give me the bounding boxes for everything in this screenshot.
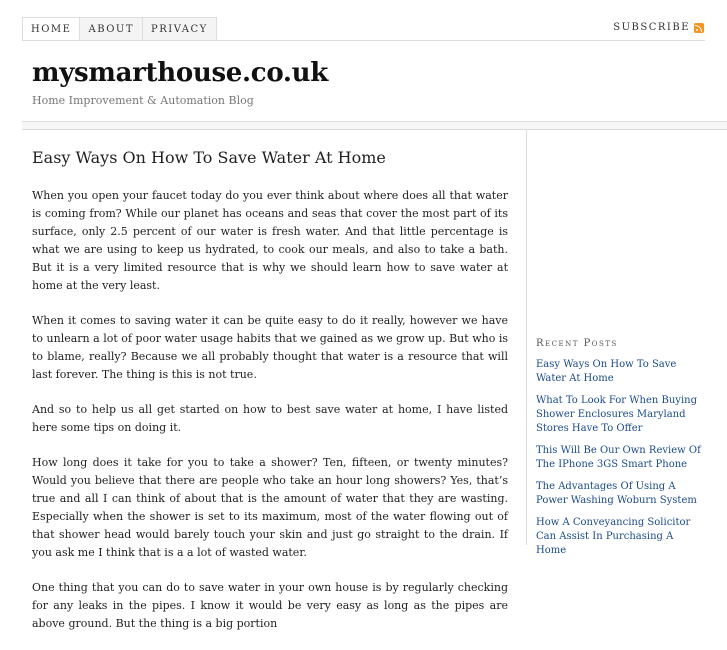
tab-about[interactable]: ABOUT [80,18,143,41]
rss-icon [694,23,704,33]
recent-post-link[interactable]: This Will Be Our Own Review Of The IPhone 3GS Smart Phone [536,445,701,470]
post-paragraph: When it comes to saving water it can be quite easy to do it really, however we have to unlearn a lot of poor water usage habits that we gained as we grow up. But who is to blame, really? Because we all probably thought that water is a resource that will last forever. The thing is this is not true. [32,314,508,381]
post-paragraph: How long does it take for you to take a shower? Ten, fifteen, or twenty minutes? Would you believe that there are people who take an hour long showers? Yes, that’s true and all I can think of about that is the amount of water that they are wasting. Especially when the shower is set to its maximum, most of the water flowing out of that shower head would barely touch your skin and just go straight to the drain. If you ask me I think that is a a lot of wasted water. [32,456,508,559]
top-navigation [22,17,217,41]
tab-home[interactable]: HOME [23,18,80,41]
site-tagline: Home Improvement & Automation Blog [32,94,254,107]
site-title[interactable]: mysmarthouse.co.uk [32,58,328,88]
post-body [32,187,508,650]
header-divider [22,121,727,130]
subscribe-label: SUBSCRIBE [613,22,690,33]
recent-posts-list [536,358,701,566]
recent-post-link[interactable]: How A Conveyancing Solicitor Can Assist In Purchasing A Home [536,517,691,556]
recent-post-link[interactable]: What To Look For When Buying Shower Enclosures Maryland Stores Have To Offer [536,395,697,434]
post-paragraph: And so to help us all get started on how to best save water at home, I have listed here some tips on doing it. [32,403,508,434]
recent-posts-heading: Recent Posts [536,338,618,349]
recent-post-link[interactable]: Easy Ways On How To Save Water At Home [536,359,677,384]
post-paragraph: One thing that you can do to save water in your own house is by regularly checking for any leaks in the pipes. I know it would be very easy as long as the pipes are above ground. But the thing is a big portion [32,581,508,630]
post-title[interactable]: Easy Ways On How To Save Water At Home [32,148,386,167]
recent-post-link[interactable]: The Advantages Of Using A Power Washing Woburn System [536,481,697,506]
subscribe-link[interactable] [613,22,704,33]
tab-privacy[interactable]: PRIVACY [151,24,208,35]
nav-divider [22,40,705,41]
post-paragraph: When you open your faucet today do you ever think about where does all that water is coming from? While our planet has oceans and seas that cover the most part of its surface, only 2.5 percent of our water is fresh water. And that little percentage is what we are using to keep us hydrated, to cook our meals, and also to take a bath. But it is a very limited resource that is why we should learn how to save water at home at the very least. [32,189,508,292]
main-content [22,130,527,630]
